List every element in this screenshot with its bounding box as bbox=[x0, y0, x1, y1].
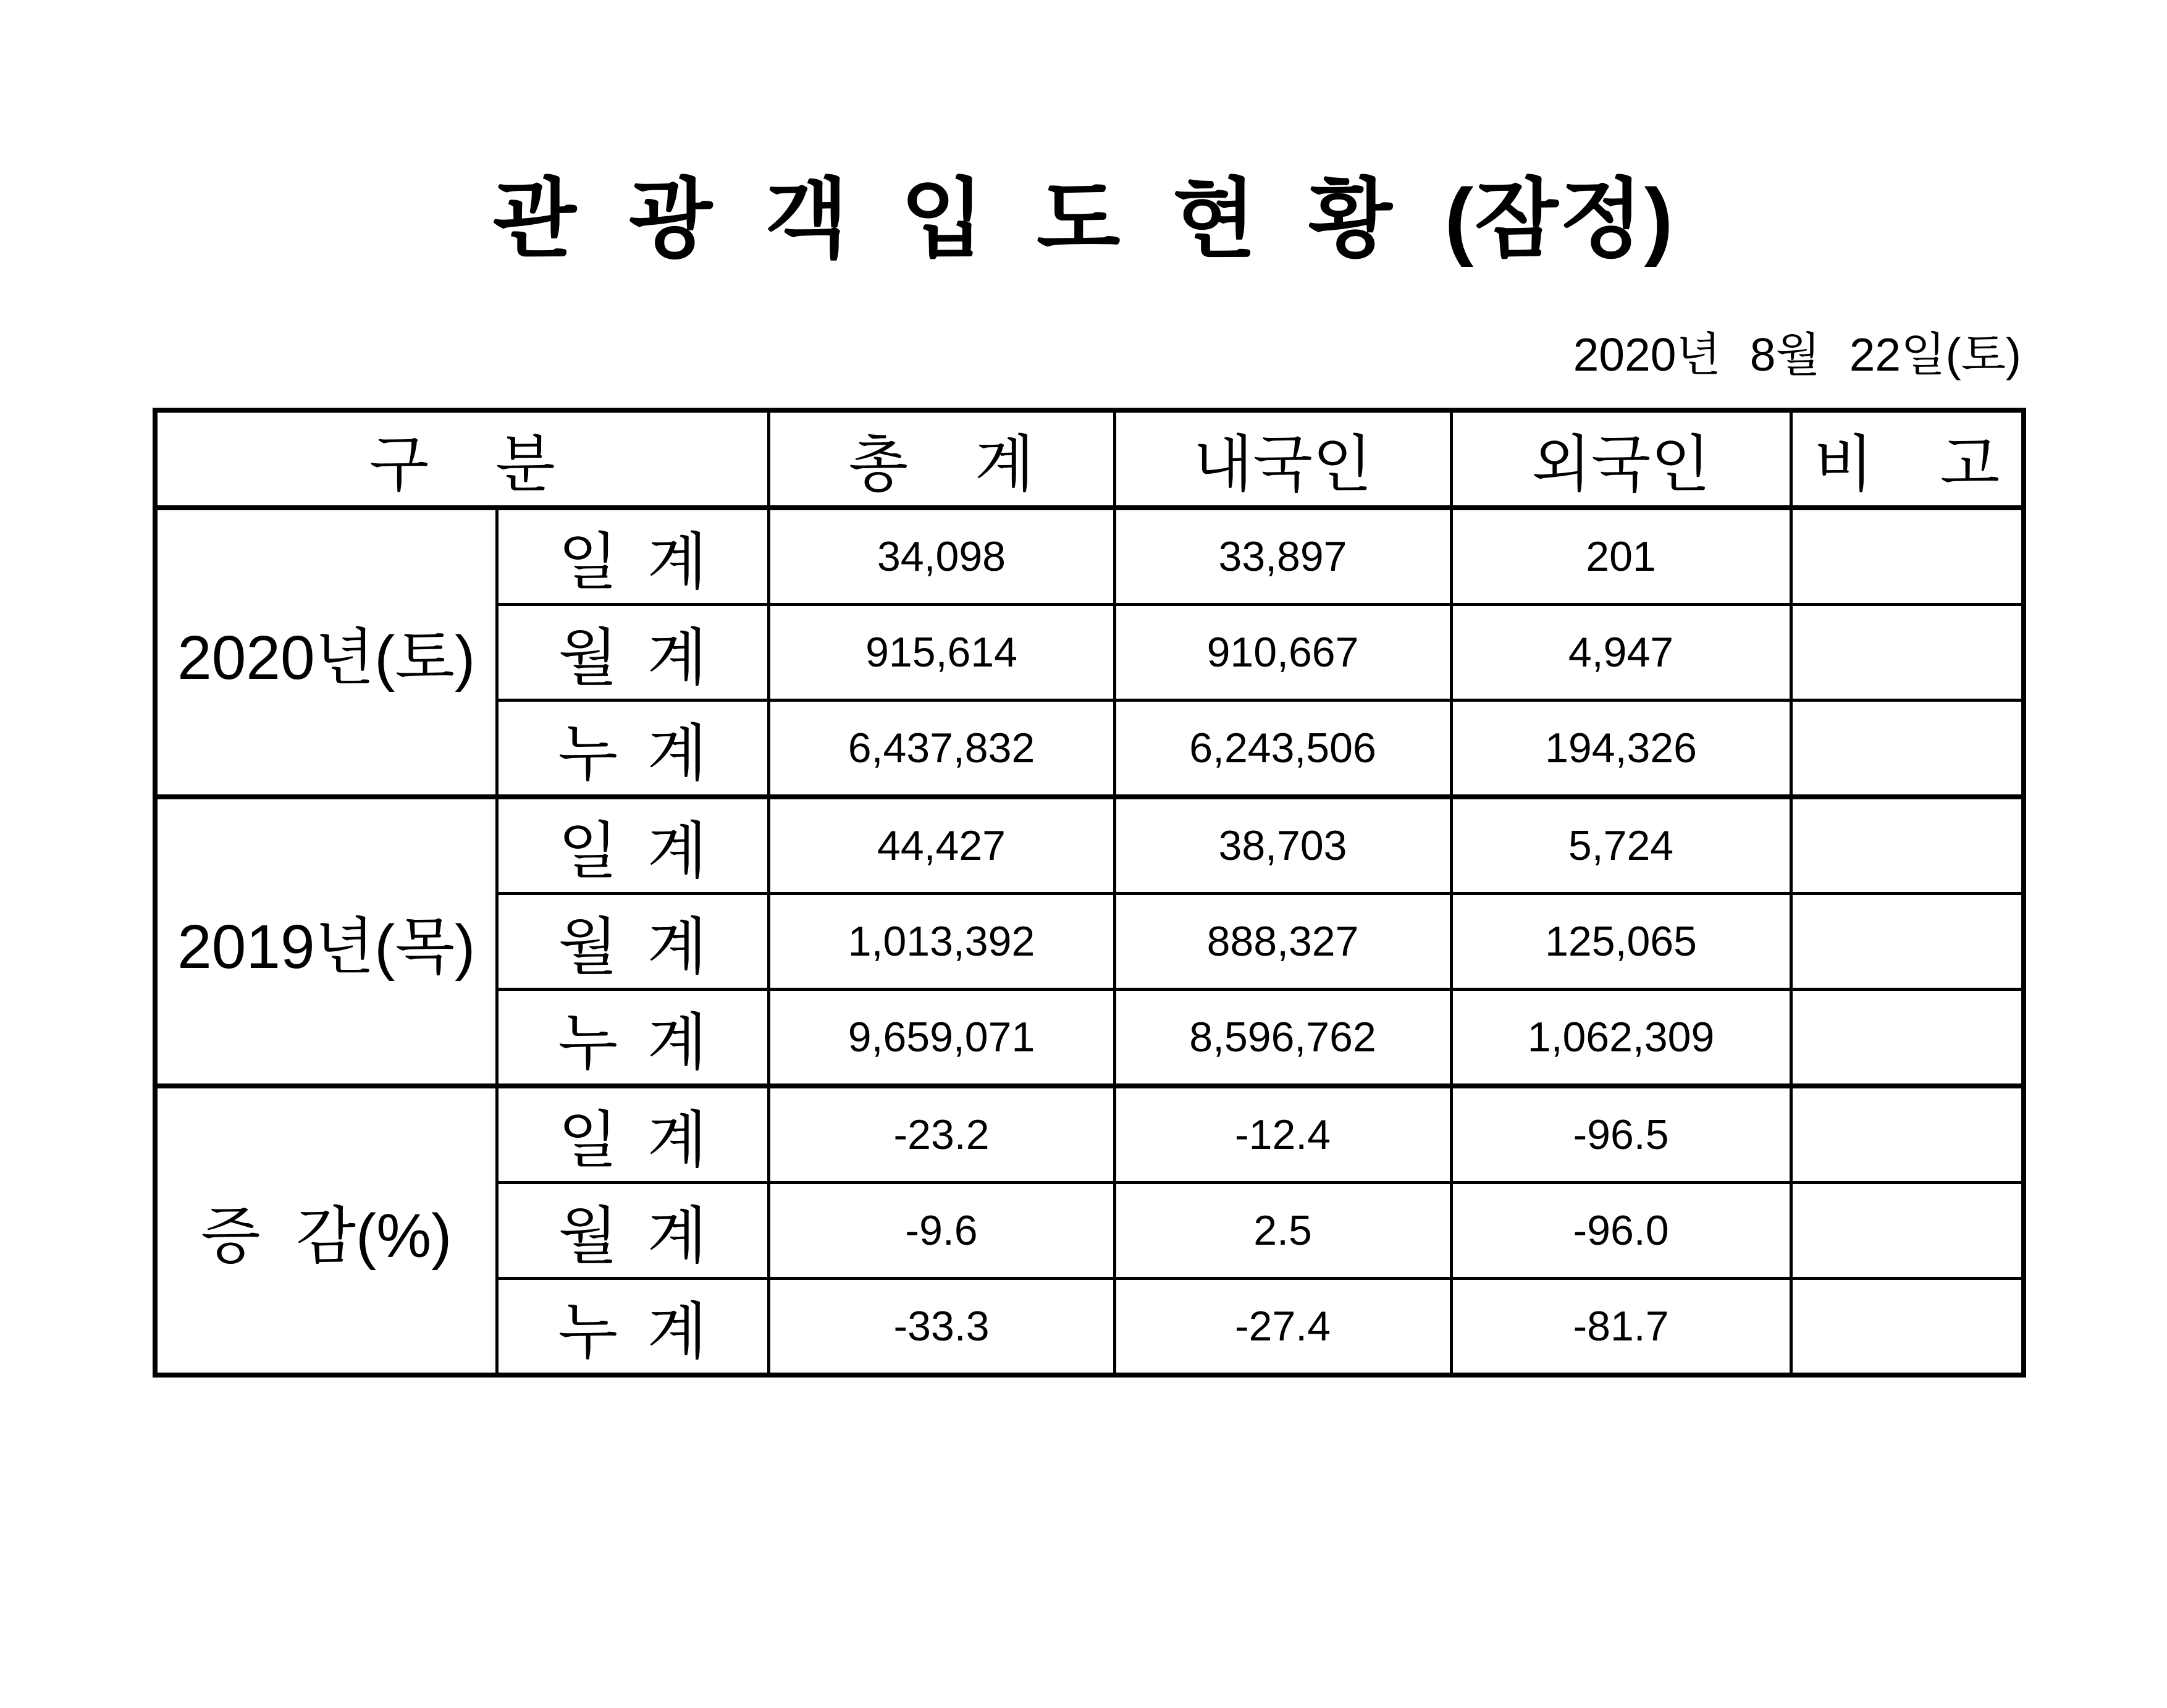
value-domestic: 33,897 bbox=[1114, 508, 1451, 605]
note-cell bbox=[1791, 1279, 2024, 1376]
period-cell: 일 계 bbox=[497, 1086, 768, 1183]
value-total: 6,437,832 bbox=[768, 700, 1114, 797]
value-domestic: 910,667 bbox=[1114, 605, 1451, 700]
period-cell: 월 계 bbox=[497, 605, 768, 700]
value-total: 1,013,392 bbox=[768, 894, 1114, 990]
header-domestic: 내국인 bbox=[1114, 410, 1451, 508]
header-foreign: 외국인 bbox=[1451, 410, 1791, 508]
header-total: 총 계 bbox=[768, 410, 1114, 508]
period-cell: 월 계 bbox=[497, 1183, 768, 1279]
table-row bbox=[155, 1086, 2024, 1183]
page-title: 관 광 객 입 도 현 황 (잠정) bbox=[492, 170, 1675, 267]
value-foreign: 194,326 bbox=[1451, 700, 1791, 797]
value-domestic: -27.4 bbox=[1114, 1279, 1451, 1376]
period-cell: 월 계 bbox=[497, 894, 768, 990]
value-foreign: -81.7 bbox=[1451, 1279, 1791, 1376]
report-date: 2020년 8월 22일(토) bbox=[1573, 329, 2021, 381]
tourist-arrivals-table bbox=[153, 408, 2026, 1378]
table-row bbox=[155, 508, 2024, 605]
period-cell: 누 계 bbox=[497, 990, 768, 1087]
header-note: 비 고 bbox=[1791, 410, 2024, 508]
note-cell bbox=[1791, 605, 2024, 700]
value-domestic: -12.4 bbox=[1114, 1086, 1451, 1183]
value-foreign: 1,062,309 bbox=[1451, 990, 1791, 1087]
value-foreign: 201 bbox=[1451, 508, 1791, 605]
note-cell bbox=[1791, 1183, 2024, 1279]
value-total: -23.2 bbox=[768, 1086, 1114, 1183]
value-foreign: 125,065 bbox=[1451, 894, 1791, 990]
table-row bbox=[155, 797, 2024, 894]
value-domestic: 6,243,506 bbox=[1114, 700, 1451, 797]
value-domestic: 888,327 bbox=[1114, 894, 1451, 990]
note-cell bbox=[1791, 894, 2024, 990]
header-category: 구 분 bbox=[155, 410, 768, 508]
value-total: 915,614 bbox=[768, 605, 1114, 700]
group-label-change: 증 감(%) bbox=[155, 1086, 497, 1375]
value-total: -9.6 bbox=[768, 1183, 1114, 1279]
table-header-row bbox=[155, 410, 2024, 508]
value-total: -33.3 bbox=[768, 1279, 1114, 1376]
period-cell: 일 계 bbox=[497, 508, 768, 605]
value-total: 44,427 bbox=[768, 797, 1114, 894]
period-cell: 누 계 bbox=[497, 700, 768, 797]
value-foreign: -96.5 bbox=[1451, 1086, 1791, 1183]
group-label-2020: 2020년(토) bbox=[155, 508, 497, 797]
value-domestic: 8,596,762 bbox=[1114, 990, 1451, 1087]
value-total: 34,098 bbox=[768, 508, 1114, 605]
note-cell bbox=[1791, 1086, 2024, 1183]
period-cell: 일 계 bbox=[497, 797, 768, 894]
value-foreign: -96.0 bbox=[1451, 1183, 1791, 1279]
document-page bbox=[0, 170, 2167, 1708]
value-total: 9,659,071 bbox=[768, 990, 1114, 1087]
value-foreign: 4,947 bbox=[1451, 605, 1791, 700]
value-domestic: 2.5 bbox=[1114, 1183, 1451, 1279]
period-cell: 누 계 bbox=[497, 1279, 768, 1376]
value-foreign: 5,724 bbox=[1451, 797, 1791, 894]
note-cell bbox=[1791, 508, 2024, 605]
note-cell bbox=[1791, 700, 2024, 797]
group-label-2019: 2019년(목) bbox=[155, 797, 497, 1086]
note-cell bbox=[1791, 990, 2024, 1087]
value-domestic: 38,703 bbox=[1114, 797, 1451, 894]
note-cell bbox=[1791, 797, 2024, 894]
